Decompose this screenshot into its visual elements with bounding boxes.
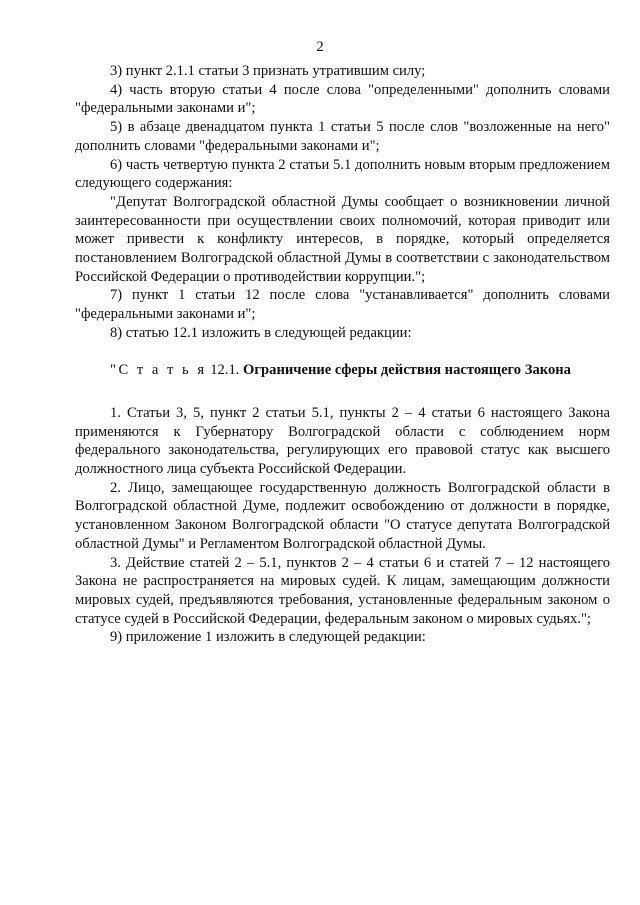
article-heading-number: 12.1. <box>210 362 240 379</box>
paragraph-item-4: 4) часть вторую статьи 4 после слова "определенными" дополнить словами "федеральными законами и"; <box>75 81 610 117</box>
article-paragraph-1: 1. Статьи 3, 5, пункт 2 статьи 5.1, пункты 2 – 4 статьи 6 настоящего Закона применяются к Губернатору Волгоградской области с соблюдением норм федерального законодательства, регулирующих его правовой статус как высшего должностного лица субъекта Российской Федерации. <box>75 404 610 478</box>
article-paragraph-2: 2. Лицо, замещающее государственную должность Волгоградской области в Волгоградской областной Думе, подлежит освобождению от должности в порядке, установленном Законом Волгоградской области "О статусе депутата Волгоградской областной Думы" и Регламентом Волгоградской областной Думы. <box>75 479 610 552</box>
quoted-sentence: "Депутат Волгоградской областной Думы сообщает о возникновении личной заинтересованности при осуществлении своих полномочий, которая приводит или может привести к конфликту интересов, в порядке, который определяется постановлением Волгоградской областной Думы в соответствии с законодательством Российской Федерации о противодействии коррупции."; <box>75 193 610 285</box>
paragraph-item-7: 7) пункт 1 статьи 12 после слова "устанавливается" дополнить словами "федеральными законами и"; <box>75 287 610 323</box>
page-number: 2 <box>316 39 324 55</box>
paragraph-item-5: 5) в абзаце двенадцатом пункта 1 статьи 5 после слов "возложенные на него" дополнить словами "федеральными законами и"; <box>75 119 610 154</box>
article-heading <box>75 361 610 380</box>
article-heading-title: Ограничение сферы действия настоящего Закона <box>243 362 571 379</box>
paragraph-item-9: 9) приложение 1 изложить в следующей редакции: <box>110 629 426 646</box>
paragraph-item-3: 3) пункт 2.1.1 статьи 3 признать утратившим силу; <box>110 63 426 79</box>
paragraph-item-8: 8) статью 12.1 изложить в следующей редакции: <box>110 324 412 341</box>
article-heading-prefix: "С т а т ь я <box>110 362 207 379</box>
article-paragraph-3: 3. Действие статей 2 – 5.1, пунктов 2 – 4 статьи 6 и статей 7 – 12 настоящего Закона не распространяется на мировых судей. К лицам, замещающим должности мировых судей, предъявляются требования, установленные федеральным законом о статусе судей в Российской Федерации, федеральным законом о мировых судьях."; <box>75 554 610 627</box>
paragraph-item-6: 6) часть четвертую пункта 2 статьи 5.1 дополнить новым вторым предложением следующего содержания: <box>75 156 610 192</box>
document-body <box>75 62 610 647</box>
